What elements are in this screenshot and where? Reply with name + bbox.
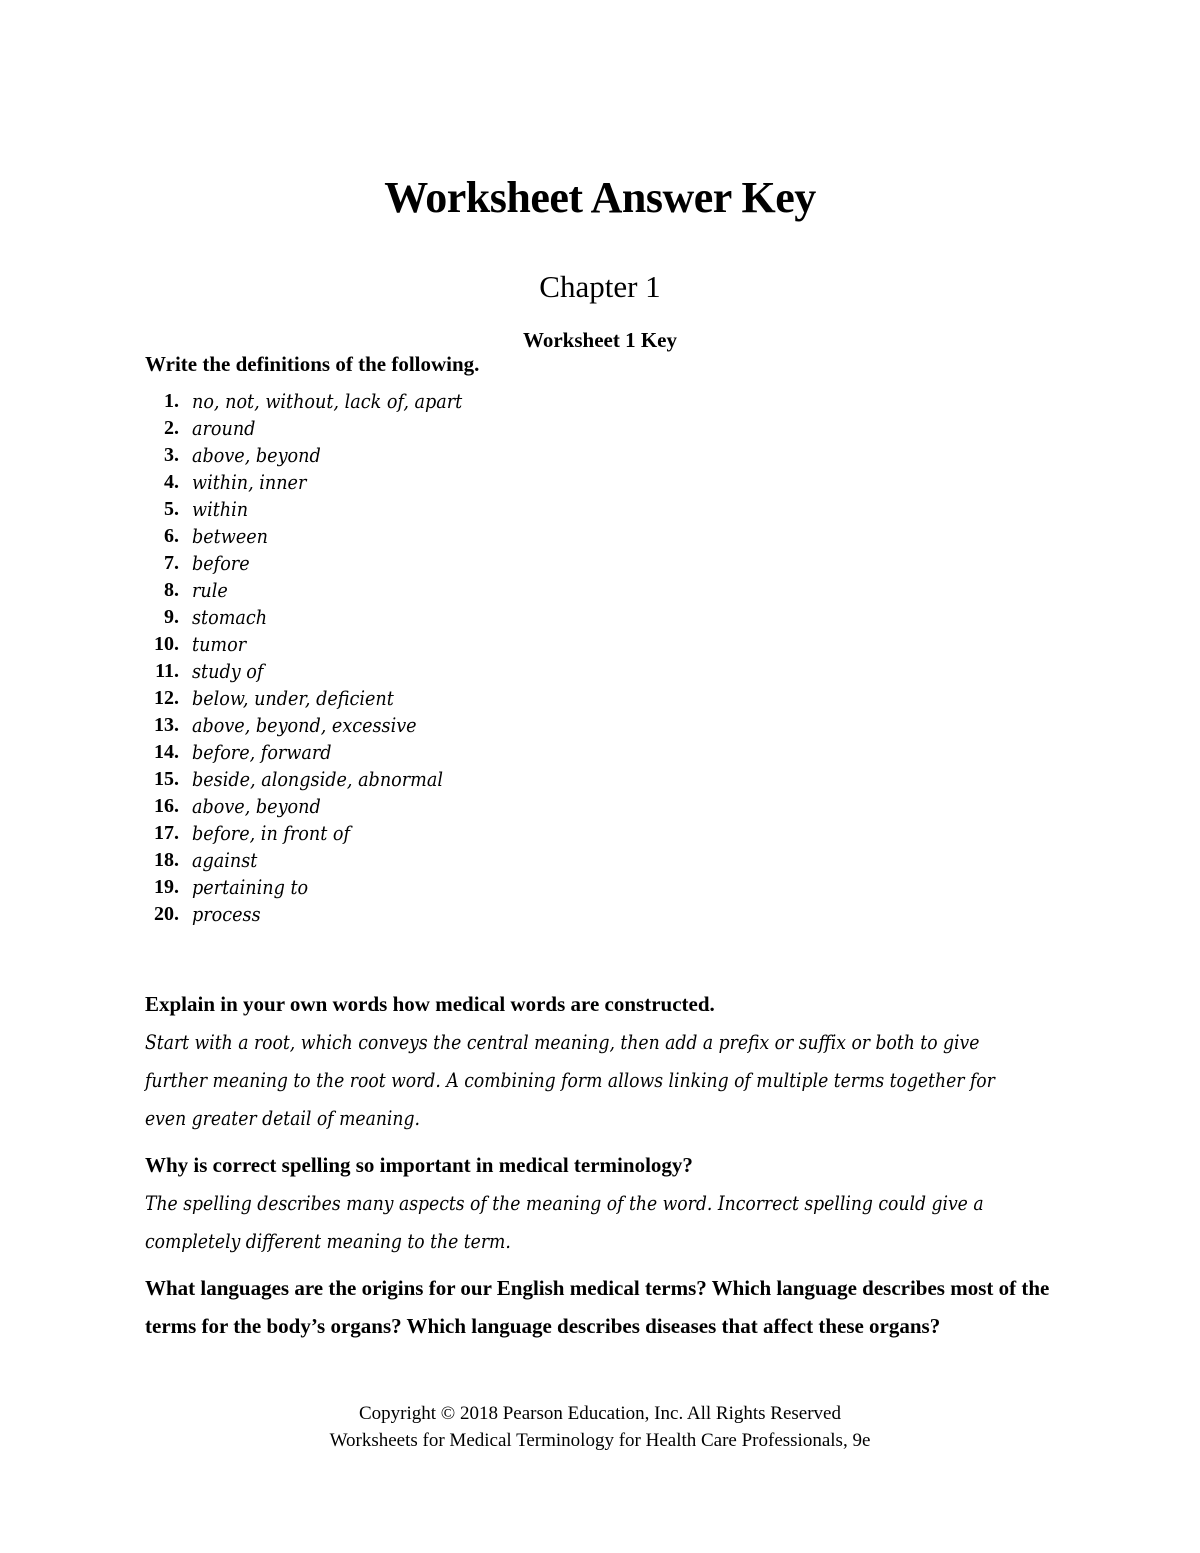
list-item-number: 18.	[154, 849, 179, 872]
list-item-answer: beside, alongside, abnormal	[192, 767, 443, 792]
chapter-heading: Chapter 1	[539, 268, 661, 304]
list-item-answer: above, beyond	[192, 794, 321, 819]
definitions-prompt: Write the definitions of the following.	[145, 352, 480, 376]
list-item-answer: rule	[192, 578, 228, 603]
list-item	[145, 442, 1065, 469]
answer-text	[145, 1023, 1065, 1137]
list-item	[145, 469, 1065, 496]
list-item-number: 5.	[164, 498, 179, 521]
list-item-number: 3.	[164, 444, 179, 467]
list-item-answer: no, not, without, lack of, apart	[192, 389, 463, 414]
list-item	[145, 523, 1065, 550]
list-item-number: 19.	[154, 876, 179, 899]
list-item	[145, 577, 1065, 604]
list-item-number: 12.	[154, 687, 179, 710]
footer-copyright: Copyright © 2018 Pearson Education, Inc. All Rights Reserved	[359, 1403, 841, 1424]
list-item-answer: before, forward	[192, 740, 332, 765]
list-item	[145, 766, 1065, 793]
list-item-answer: stomach	[192, 605, 268, 630]
list-item-number: 8.	[164, 579, 179, 602]
worksheet-heading: Worksheet 1 Key	[523, 328, 677, 352]
answer-line: further meaning to the root word. A combining form allows linking of multiple terms together for	[145, 1068, 995, 1093]
definitions-answer-list	[145, 388, 1065, 928]
list-item-answer: within, inner	[192, 470, 307, 495]
list-item	[145, 739, 1065, 766]
qa-block-languages	[145, 1269, 1065, 1345]
list-item-answer: between	[192, 524, 268, 549]
answer-line: even greater detail of meaning.	[145, 1106, 420, 1131]
list-item-number: 14.	[154, 741, 179, 764]
list-item	[145, 388, 1065, 415]
list-item-answer: process	[192, 902, 261, 927]
list-item	[145, 712, 1065, 739]
list-item	[145, 496, 1065, 523]
list-item-answer: before, in front of	[192, 821, 351, 846]
list-item-answer: tumor	[192, 632, 247, 657]
list-item	[145, 793, 1065, 820]
list-item-answer: against	[192, 848, 258, 873]
answer-line: The spelling describes many aspects of the meaning of the word. Incorrect spelling could give a	[145, 1191, 984, 1216]
list-item	[145, 631, 1065, 658]
list-item	[145, 658, 1065, 685]
page-title: Worksheet Answer Key	[384, 173, 816, 223]
list-item	[145, 604, 1065, 631]
list-item	[145, 901, 1065, 928]
list-item-number: 4.	[164, 471, 179, 494]
list-item-answer: above, beyond, excessive	[192, 713, 417, 738]
list-item-answer: within	[192, 497, 249, 522]
list-item	[145, 847, 1065, 874]
list-item	[145, 550, 1065, 577]
question-text: Why is correct spelling so important in medical terminology?	[145, 1153, 693, 1178]
footer-source: Worksheets for Medical Terminology for Health Care Professionals, 9e	[329, 1430, 871, 1451]
list-item-answer: below, under, deficient	[192, 686, 394, 711]
list-item-number: 17.	[154, 822, 179, 845]
list-item-answer: around	[192, 416, 256, 441]
list-item	[145, 415, 1065, 442]
list-item-number: 6.	[164, 525, 179, 548]
answer-line: completely different meaning to the term.	[145, 1229, 511, 1254]
list-item-answer: study of	[192, 659, 264, 684]
page-footer	[0, 1400, 1200, 1454]
list-item-number: 1.	[164, 390, 179, 413]
qa-block-construction	[145, 985, 1065, 1137]
list-item	[145, 685, 1065, 712]
list-item-number: 20.	[154, 903, 179, 926]
list-item-number: 11.	[155, 660, 179, 683]
list-item-answer: above, beyond	[192, 443, 321, 468]
list-item-answer: before	[192, 551, 250, 576]
list-item-number: 9.	[164, 606, 179, 629]
list-item-number: 16.	[154, 795, 179, 818]
question-text: What languages are the origins for our English medical terms? Which language describes most of the terms for the body’s organs? Which language describes diseases that affect these organs?	[145, 1276, 1050, 1339]
answer-line: Start with a root, which conveys the central meaning, then add a prefix or suffix or both to give	[145, 1030, 980, 1055]
list-item-number: 7.	[164, 552, 179, 575]
question-text: Explain in your own words how medical words are constructed.	[145, 992, 715, 1017]
qa-block-spelling	[145, 1146, 1065, 1260]
list-item-number: 10.	[154, 633, 179, 656]
document-body	[145, 352, 1065, 1345]
list-item-number: 15.	[154, 768, 179, 791]
list-item	[145, 874, 1065, 901]
list-item-number: 13.	[154, 714, 179, 737]
list-item	[145, 820, 1065, 847]
list-item-number: 2.	[164, 417, 179, 440]
list-item-answer: pertaining to	[192, 875, 309, 900]
answer-text	[145, 1184, 1065, 1260]
